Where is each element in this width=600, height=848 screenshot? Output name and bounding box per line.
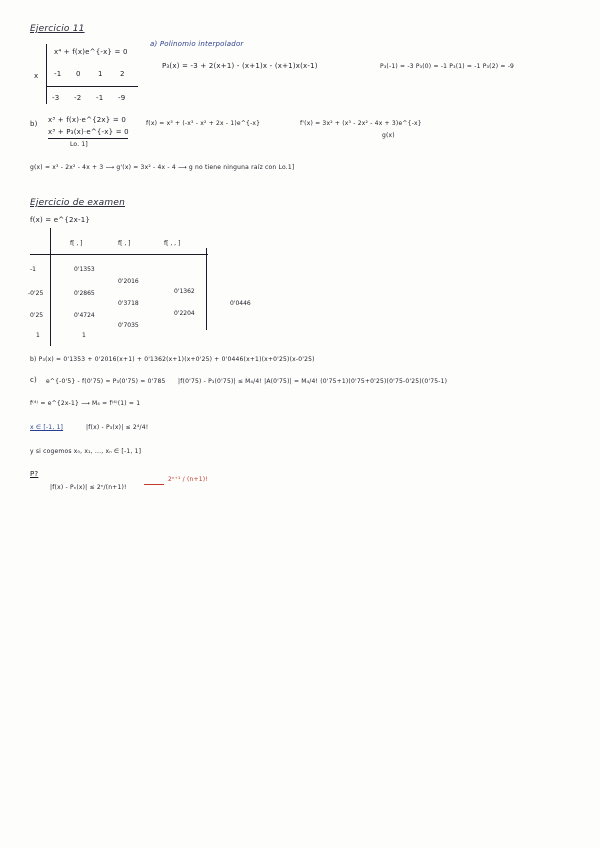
ex11-b-interval: Lo. 1] [70,141,88,148]
ex11-b-underline [48,138,128,139]
ex11-y3: -9 [118,94,126,102]
exam-d2-0: 0'1362 [174,288,195,295]
exam-red-arrow [144,484,164,485]
exam-title: Ejercicio de examen [30,198,125,208]
ex11-y0: -3 [52,94,60,102]
ex11-x0: -1 [54,70,62,78]
ex11-b-g-label: g(x) [382,132,395,139]
exam-red-fraction: 2ⁿ⁺¹ / (n+1)! [168,476,208,483]
exam-c-error: |f(0'75) - P₃(0'75)| ≤ M₄/4! |A(0'75)| = M₄/4! (0'75+1)(0'75+0'25)(0'75-0'25)(0'75-1) [178,378,448,385]
exam-x2: 0'25 [30,312,44,319]
ex11-x3: 2 [120,70,125,78]
exam-function: f(x) = e^{2x-1} [30,216,91,224]
exam-table-hline [30,254,208,255]
ex11-equation: x⁴ + f(x)e^{-x} = 0 [54,48,128,56]
exam-d2-1: 0'2204 [174,310,195,317]
ex11-table-vline [46,44,47,104]
ex11-x2: 1 [98,70,103,78]
exam-interval: x ∈ [-1, 1] [30,424,64,431]
exam-nodes: y si cogemos x₀, x₁, ..., xₙ ∈ [-1, 1] [30,448,142,455]
exam-d3-0: 0'0446 [230,300,251,307]
exam-x3: 1 [36,332,40,339]
exam-fx1: 0'2865 [74,290,95,297]
exam-error-bound: |f(x) - P₃(x)| ≤ 2⁴/4! [86,424,149,431]
exam-d1-2: 0'7035 [118,322,139,329]
exam-p-label: P? [30,470,39,478]
ex11-g-line: g(x) = x³ - 2x² - 4x + 3 ⟶ g'(x) = 3x² - 4x - 4 ⟶ g no tiene ninguna raíz con Lo.1] [30,164,295,171]
ex11-x1: 0 [76,70,81,78]
ex11-a-polynomial: P₃(x) = -3 + 2(x+1) - (x+1)x - (x+1)x(x-1) [162,62,318,70]
exam-d1-1: 0'3718 [118,300,139,307]
exam-fx2: 0'4724 [74,312,95,319]
exam-p-bound: |f(x) - Pₙ(x)| ≤ 2ⁿ/(n+1)! [50,484,127,491]
exam-fx0: 0'1353 [74,266,95,273]
exam-c-equation: e^{-0'5} - f(0'75) ≈ P₃(0'75) = 0'785 [46,378,166,385]
exam-fourth-derivative: f⁽⁴⁾ = e^{2x-1} ⟶ M₄ = f⁽⁴⁾(1) = 1 [30,400,141,407]
exam-col-f1: f[ , ] [70,240,83,247]
ex11-a-label: a) Polinomio interpolador [150,40,244,48]
exam-table-right-line [206,248,207,330]
ex11-x-label: x [34,72,39,80]
exam-b-polynomial: b) P₃(x) = 0'1353 + 0'2016(x+1) + 0'1362(x+1)(x+0'25) + 0'0446(x+1)(x+0'25)(x-0'25) [30,356,315,363]
exam-x1: -0'25 [28,290,44,297]
ex11-y2: -1 [96,94,104,102]
exam-col-f2: f[ , ] [118,240,131,247]
ex11-title: Ejercicio 11 [30,24,85,34]
ex11-y1: -2 [74,94,82,102]
ex11-b-eq2: x³ + P₃(x)·e^{-x} = 0 [48,128,129,136]
exam-table-vline [50,228,51,346]
exam-fx3: 1 [82,332,86,339]
ex11-b-label: b) [30,120,38,128]
exam-x0: -1 [30,266,36,273]
ex11-b-eq1: x³ + f(x)·e^{2x} = 0 [48,116,127,124]
ex11-table-hline [46,86,138,87]
ex11-b-derivative: f'(x) = 3x² + (x³ - 2x² - 4x + 3)e^{-x} [300,120,422,127]
exam-c-label: c) [30,376,37,384]
exam-d1-0: 0'2016 [118,278,139,285]
ex11-a-check: P₃(-1) = -3 P₃(0) = -1 P₃(1) = -1 P₃(2) = -9 [380,63,515,70]
exam-col-f3: f[ , , ] [164,240,181,247]
ex11-b-function: f(x) = x³ + (-x³ - x² + 2x - 1)e^{-x} [146,120,261,127]
